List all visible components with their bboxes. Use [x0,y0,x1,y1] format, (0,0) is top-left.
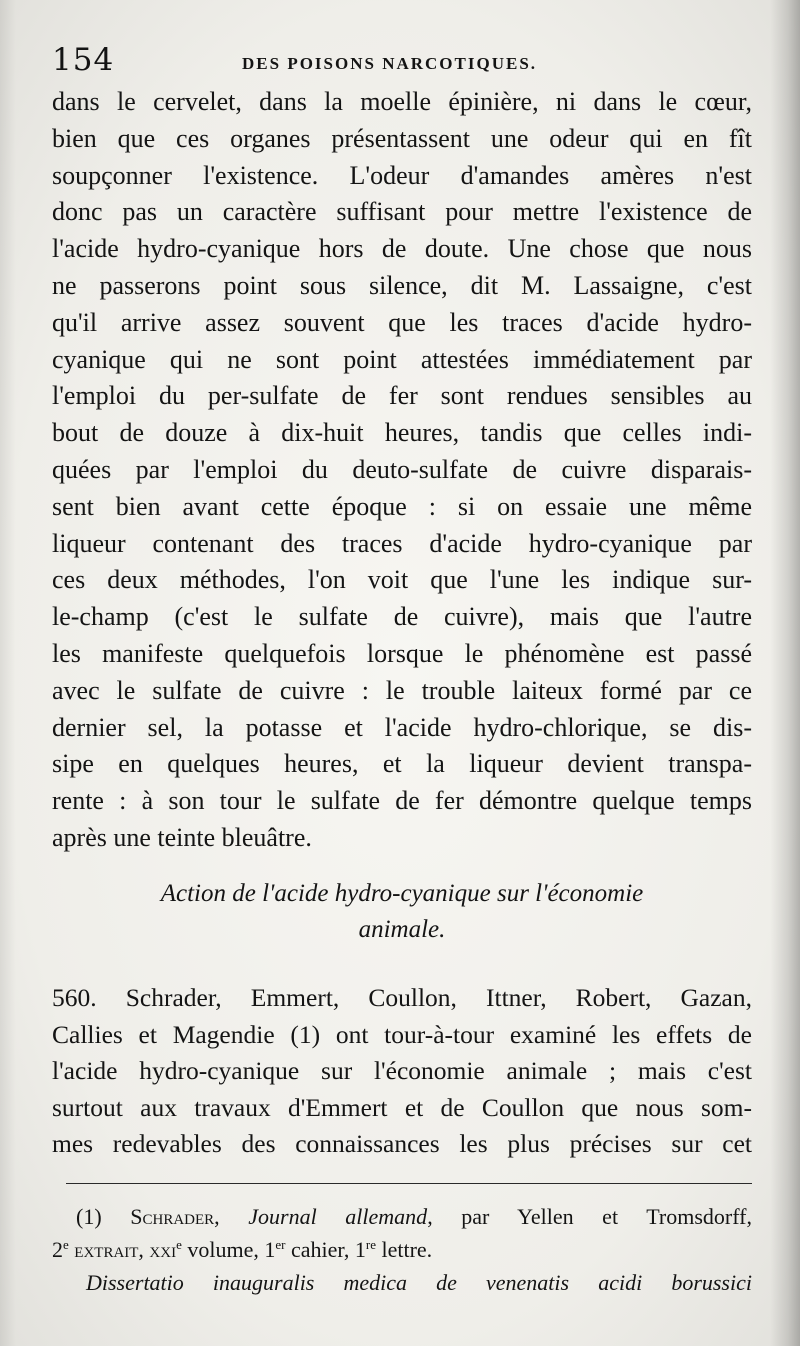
footnote-author: Schrader [130,1204,215,1229]
text-line: sent bien avant cette époque : si on essaie une même [52,491,752,521]
text-line: surtout aux travaux d'Emmert et de Coullon que nous som- [52,1092,752,1122]
footnote-sup: re [365,1237,376,1252]
page-number: 154 [52,42,115,78]
text-line-last: après une teinte bleuâtre. [52,822,312,852]
text-line: l'acide hydro-cyanique hors de doute. Une chose que nous [52,234,752,264]
text-line: dernier sel, la potasse et l'acide hydro-chlorique, se dis- [52,712,752,742]
text-line: liqueur contenant des traces d'acide hydro-cyanique par [52,528,752,558]
text-line: donc pas un caractère suffisant pour mettre l'existence de [52,197,752,227]
footnote-text: volume, 1 [181,1237,276,1262]
footnote-sup: e [176,1237,182,1252]
page-header [52,42,752,82]
text-line: bien que ces organes présentassent une odeur qui en fît [52,123,752,153]
text-line: cyanique qui ne sont point attestées immédiatement par [52,344,752,374]
footnote-line-2 [52,1233,752,1266]
section-title-line-2: animale. [358,916,446,943]
footnote-text: 2 [52,1237,63,1262]
text-line: les manifeste quelquefois lorsque le phénomène est passé [52,638,752,668]
text-line: dans le cervelet, dans la moelle épinière, ni dans le cœur, [52,87,752,116]
footnote-sup: e [63,1237,69,1252]
text-line: l'emploi du per-sulfate de fer sont rendues sensibles au [52,381,752,411]
text-line: 560. Schrader, Emmert, Coullon, Ittner, Robert, Gazan, [52,983,752,1012]
page-gutter-shadow-right [770,0,800,1346]
text-line: qu'il arrive assez souvent que les traces d'acide hydro- [52,307,752,337]
text-line: sipe en quelques heures, et la liqueur devient transpa- [52,749,752,779]
text-line: l'acide hydro-cyanique sur l'économie animale ; mais c'est [52,1056,752,1085]
page-gutter-shadow-left [0,0,16,1346]
footnote-sep: , [214,1204,249,1229]
footnote-rule [66,1183,752,1184]
text-line: mes redevables des connaissances les plus précises sur cet [52,1129,752,1158]
text-line: soupçonner l'existence. L'odeur d'amandes amères n'est [52,160,752,190]
section-title-line-1: Action de l'acide hydro-cyanique sur l'économie [160,880,644,907]
paragraph-1 [52,84,752,857]
text-line: bout de douze à dix-huit heures, tandis que celles indi- [52,418,752,448]
footnote-text: cahier, 1 [285,1237,366,1262]
footnotes [52,1200,752,1299]
text-line: quées par l'emploi du deuto-sulfate de cuivre disparais- [52,454,752,484]
text-line: rente : à son tour le sulfate de fer démontre quelque temps [52,786,752,816]
text-line: avec le sulfate de cuivre : le trouble laiteux formé par ce [52,675,752,705]
section-title [52,876,752,948]
text-line: ne passerons point sous silence, dit M. Lassaigne, c'est [52,270,752,300]
footnote-journal: Journal allemand [248,1204,428,1229]
paragraph-2 [52,980,752,1163]
footnote-line-1 [52,1200,752,1233]
footnote-text: lettre. [375,1237,433,1262]
text-line: Callies et Magendie (1) ont tour-à-tour examiné les effets de [52,1019,752,1049]
footnote-line-3: Dissertatio inauguralis medica de venenatis acidi borussici [86,1270,752,1295]
footnote-sup: er [275,1237,286,1252]
text-line: le-champ (c'est le sulfate de cuivre), mais que l'autre [52,602,752,632]
footnote-rest: , par Yellen et Tromsdorff, [427,1204,752,1229]
footnote-marker: (1) [76,1204,102,1229]
footnote-text: extrait, xxi [68,1237,177,1262]
running-head: DES POISONS NARCOTIQUES. [242,54,538,73]
text-line: ces deux méthodes, l'on voit que l'une les indique sur- [52,565,752,595]
